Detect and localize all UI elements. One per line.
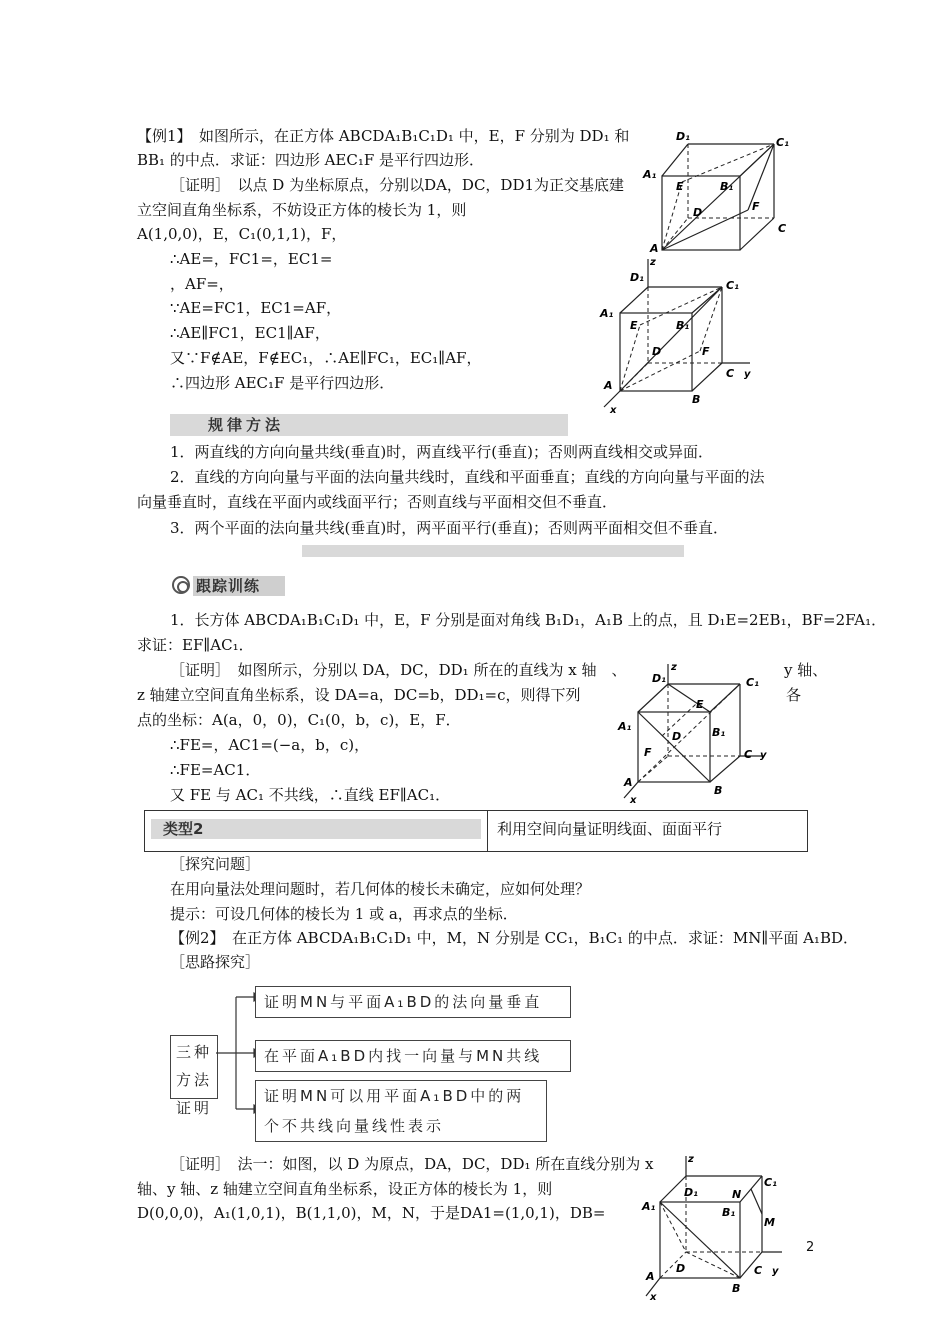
fig1-label-b1: B₁: [720, 180, 734, 193]
fig2-label-c1: C₁: [726, 279, 739, 292]
fig4-label-m: M: [764, 1216, 775, 1229]
fig1-label-a: A: [650, 242, 659, 254]
example1-proof-4: ∴AE=，FC1=，EC1=: [170, 250, 333, 268]
flow-left-line-2: 方法: [175, 1071, 212, 1089]
fig1-label-d: D: [693, 206, 703, 219]
example1-proof-6: ∵AE=FC1，EC1=AF，: [170, 299, 342, 317]
figure-cuboid-axes: [614, 660, 774, 806]
figure-cube-axes-1: [596, 255, 760, 415]
fig2-label-b1: B₁: [676, 319, 690, 332]
fig4-label-c: C: [754, 1264, 763, 1277]
example2-thinking: ［思路探究］: [170, 953, 261, 971]
flow-left-line-1: 三种: [175, 1043, 212, 1061]
fig2-label-f: F: [702, 345, 710, 358]
example1-title: 【例1】 如图所示，在正方体 ABCDA₁B₁C₁D₁ 中，E，F 分别为 DD₁ 和: [137, 127, 630, 145]
fig1-label-c: C: [778, 222, 787, 235]
example1-proof-5: ，AF=，: [170, 275, 234, 293]
figure-cube-mn: [636, 1152, 796, 1302]
fig4-label-b: B: [732, 1282, 741, 1295]
fig2-label-x: x: [610, 405, 617, 415]
fig2-label-d: D: [652, 345, 662, 358]
fig3-label-b: B: [714, 784, 723, 797]
type2-table: [144, 810, 808, 852]
fig2-label-a: A: [604, 379, 613, 392]
fig3-label-d1: D₁: [652, 672, 666, 685]
fig3-label-b1: B₁: [712, 726, 726, 739]
method-header: 规律方法: [208, 416, 285, 434]
proof2-line-3: D(0,0,0)，A₁(1,0,1)，B(1,1,0)，M，N，于是DA1=(1,0,1)，DB=: [137, 1204, 606, 1222]
fig3-label-z: z: [671, 662, 677, 673]
page-number: 2: [806, 1240, 815, 1255]
flow-box-3: [255, 1080, 547, 1142]
fig4-label-z: z: [688, 1154, 694, 1165]
example2-title: 【例2】 在正方体 ABCDA₁B₁C₁D₁ 中，M，N 分别是 CC₁，B₁C₁ 的中点．求证：MN∥平面 A₁BD．: [170, 929, 858, 947]
fig4-label-d: D: [676, 1262, 686, 1275]
flow-left-box: [170, 1035, 218, 1117]
fig3-label-d: D: [672, 730, 682, 743]
fig4-label-n: N: [732, 1188, 742, 1201]
example1-title-cont: BB₁ 的中点．求证：四边形 AEC₁F 是平行四边形．: [137, 151, 485, 169]
type2-title: 利用空间向量证明线面、面面平行: [497, 820, 723, 838]
explore-hint: 提示：可设几何体的棱长为 1 或 a，再求点的坐标．: [170, 905, 518, 923]
fig2-label-d1: D₁: [630, 271, 644, 284]
fig4-label-b1: B₁: [722, 1206, 736, 1219]
fig2-label-a1: A₁: [600, 307, 614, 320]
practice-line-5: 点的坐标：A(a，0，0)，C₁(0，b，c)，E，F．: [137, 711, 461, 729]
figure-cube-1: [638, 128, 798, 254]
fig1-label-a1: A₁: [643, 168, 657, 181]
example1-proof-3: A(1,0,0)，E，C₁(0,1,1)，F，: [137, 225, 347, 243]
fig3-label-c1: C₁: [746, 676, 759, 689]
fig1-label-c1: C₁: [776, 136, 789, 149]
example1-proof-7: ∴AE∥FC1，EC1∥AF，: [170, 324, 330, 342]
fig2-label-y: y: [744, 369, 751, 380]
practice-line-3-right: y 轴、: [784, 661, 828, 679]
practice-line-3: ［证明］ 如图所示，分别以 DA，DC，DD₁ 所在的直线为 x 轴 、: [170, 661, 627, 679]
method-item-3: 3．两个平面的法向量共线(垂直)时，两平面平行(垂直)；否则两平面相交但不垂直．: [170, 519, 728, 537]
fig3-label-y: y: [760, 750, 767, 761]
flow-box-1: 证明MN与平面A₁BD的法向量垂直: [255, 986, 571, 1018]
example1-proof-2: 立空间直角坐标系，不妨设正方体的棱长为 1，则: [137, 201, 467, 219]
explore-label: ［探究问题］: [170, 855, 261, 873]
fig3-label-c: C: [744, 748, 753, 761]
practice-line-4-right: 各: [786, 686, 802, 704]
practice-line-6: ∴FE=，AC1=(−a，b，c)，: [170, 736, 370, 754]
practice-line-8: 又 FE 与 AC₁ 不共线，∴直线 EF∥AC₁．: [170, 786, 451, 804]
practice-line-4: z 轴建立空间直角坐标系，设 DA=a，DC=b，DD₁=c，则得下列: [137, 686, 581, 704]
proof2-line-2: 轴、y 轴、z 轴建立空间直角坐标系，设正方体的棱长为 1，则: [137, 1180, 553, 1198]
target-icon: [172, 576, 190, 594]
explore-question: 在用向量法处理问题时，若几何体的棱长未确定，应如何处理？: [170, 880, 591, 898]
method-item-2-cont: 向量垂直时，直线在平面内或线面平行；否则直线与平面相交但不垂直．: [137, 493, 618, 511]
fig2-label-z: z: [650, 257, 656, 268]
fig3-label-a: A: [624, 776, 633, 789]
example1-proof-8: 又∵F∉AE，F∉EC₁，∴AE∥FC₁，EC₁∥AF，: [170, 349, 482, 367]
fig2-label-e: E: [630, 319, 638, 332]
example1-proof-9: ∴四边形 AEC₁F 是平行四边形．: [170, 374, 395, 392]
fig1-label-f: F: [752, 200, 760, 213]
type2-badge: 类型2: [163, 820, 204, 838]
fig4-label-x: x: [650, 1292, 657, 1302]
fig2-label-b: B: [692, 393, 701, 406]
fig4-label-c1: C₁: [764, 1176, 777, 1189]
flow-box-3-line-2: 个不共线向量线性表示: [264, 1117, 445, 1135]
fig3-label-f: F: [644, 746, 652, 759]
example1-proof-1: ［证明］ 以点 D 为坐标原点，分别以DA，DC，DD1为正交基底建: [170, 176, 625, 194]
fig4-label-d1: D₁: [684, 1186, 698, 1199]
practice-line-2: 求证：EF∥AC₁．: [137, 636, 254, 654]
method-item-2: 2．直线的方向向量与平面的法向量共线时，直线和平面垂直；直线的方向向量与平面的法: [170, 468, 765, 486]
flow-box-2: 在平面A₁BD内找一向量与MN共线: [255, 1040, 571, 1072]
fig2-label-c: C: [726, 367, 735, 380]
fig3-label-e: E: [696, 698, 704, 711]
flow-box-3-line-1: 证明MN可以用平面A₁BD中的两: [264, 1087, 525, 1105]
flow-left-line-3: 证明: [175, 1099, 212, 1117]
fig4-label-y: y: [772, 1266, 779, 1277]
fig4-label-a1: A₁: [642, 1200, 656, 1213]
divider-band: [302, 545, 684, 557]
practice-line-7: ∴FE=AC1．: [170, 761, 261, 779]
fig4-label-a: A: [646, 1270, 655, 1283]
fig3-label-a1: A₁: [618, 720, 632, 733]
type2-badge-cell: [145, 811, 488, 851]
fig3-label-x: x: [630, 795, 637, 806]
practice-header: 跟踪训练: [196, 577, 261, 595]
method-item-1: 1．两直线的方向向量共线(垂直)时，两直线平行(垂直)；否则两直线相交或异面．: [170, 443, 713, 461]
fig1-label-e: E: [676, 180, 684, 193]
fig1-label-d1: D₁: [676, 130, 690, 143]
proof2-line-1: ［证明］ 法一：如图，以 D 为原点，DA，DC，DD₁ 所在直线分别为 x: [170, 1155, 654, 1173]
practice-line-1: 1．长方体 ABCDA₁B₁C₁D₁ 中，E，F 分别是面对角线 B₁D₁，A₁B 上的点，且 D₁E=2EB₁，BF=2FA₁．: [170, 611, 887, 629]
